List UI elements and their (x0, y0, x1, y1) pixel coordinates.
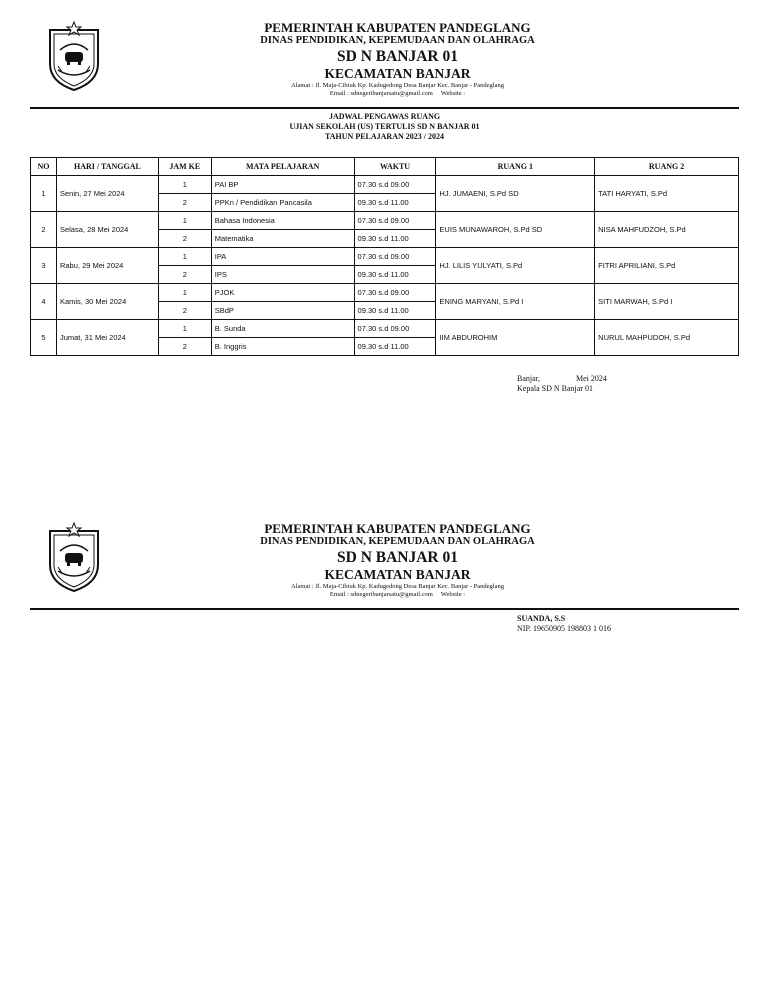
cell-subject: PJOK (211, 284, 354, 302)
schedule-title-line2: UJIAN SEKOLAH (US) TERTULIS SD N BANJAR 01 (289, 122, 480, 131)
supervisor-schedule-table (30, 157, 739, 356)
cell-room2: NURUL MAHPUDOH, S.Pd (595, 320, 739, 356)
school-name: SD N BANJAR 01 (337, 48, 458, 65)
cell-time: 09.30 s.d 11.00 (354, 194, 436, 212)
cell-date: Kamis, 30 Mei 2024 (56, 284, 158, 320)
cell-session: 2 (158, 302, 211, 320)
signature-block-bottom (517, 614, 611, 634)
cell-room1: HJ. LILIS YULYATI, S.Pd (436, 248, 595, 284)
table-header-row (31, 158, 739, 176)
school-name: SD N BANJAR 01 (337, 549, 458, 566)
cell-time: 09.30 s.d 11.00 (354, 338, 436, 356)
cell-no: 3 (31, 248, 57, 284)
signature-place-date: Banjar, Mei 2024 (517, 374, 607, 383)
cell-session: 1 (158, 248, 211, 266)
cell-subject: Matematika (211, 230, 354, 248)
cell-session: 2 (158, 194, 211, 212)
cell-date: Selasa, 28 Mei 2024 (56, 212, 158, 248)
cell-room1: EUIS MUNAWAROH, S.Pd SD (436, 212, 595, 248)
cell-subject: SBdP (211, 302, 354, 320)
cell-time: 09.30 s.d 11.00 (354, 266, 436, 284)
cell-subject: B. Inggris (211, 338, 354, 356)
cell-date: Senin, 27 Mei 2024 (56, 176, 158, 212)
cell-session: 2 (158, 266, 211, 284)
header-no: NO (31, 158, 57, 176)
school-address: Alamat : Jl. Maja-Cibiuk Kp. Kadugedong Desa Banjar Kec. Banjar - Pandeglang (291, 583, 504, 590)
agency-name: DINAS PENDIDIKAN, KEPEMUDAAN DAN OLAHRAGA (260, 35, 535, 46)
cell-room2: FITRI APRILIANI, S.Pd (595, 248, 739, 284)
cell-subject: PPKn / Pendidikan Pancasila (211, 194, 354, 212)
schedule-title-line3: TAHUN PELAJARAN 2023 / 2024 (325, 132, 444, 141)
cell-time: 07.30 s.d 09.00 (354, 176, 436, 194)
cell-time: 09.30 s.d 11.00 (354, 302, 436, 320)
header-session: JAM KE (158, 158, 211, 176)
letterhead-bottom (30, 521, 739, 607)
school-email: Email : sdnegeribanjarsatu@gmail.com Website : (329, 90, 466, 97)
cell-room2: TATI HARYATI, S.Pd (595, 176, 739, 212)
table-row (31, 176, 739, 194)
cell-no: 5 (31, 320, 57, 356)
district-name: KECAMATAN BANJAR (324, 567, 471, 582)
cell-room1: IIM ABDUROHIM (436, 320, 595, 356)
government-name: PEMERINTAH KABUPATEN PANDEGLANG (264, 521, 531, 536)
signature-position: Kepala SD N Banjar 01 (517, 384, 593, 393)
school-email: Email : sdnegeribanjarsatu@gmail.com Website : (329, 591, 466, 598)
cell-session: 1 (158, 320, 211, 338)
district-name: KECAMATAN BANJAR (324, 66, 471, 81)
table-row (31, 212, 739, 230)
cell-time: 07.30 s.d 09.00 (354, 320, 436, 338)
table-row (31, 320, 739, 338)
cell-session: 2 (158, 338, 211, 356)
school-address: Alamat : Jl. Maja-Cibiuk Kp. Kadugedong Desa Banjar Kec. Banjar - Pandeglang (291, 82, 504, 89)
cell-subject: IPA (211, 248, 354, 266)
government-name: PEMERINTAH KABUPATEN PANDEGLANG (264, 20, 531, 35)
signature-block-top (517, 374, 607, 394)
cell-room1: ENING MARYANI, S.Pd I (436, 284, 595, 320)
header-time: WAKTU (354, 158, 436, 176)
letterhead-divider (30, 608, 739, 610)
cell-time: 07.30 s.d 09.00 (354, 212, 436, 230)
cell-room2: NISA MAHFUDZOH, S.Pd (595, 212, 739, 248)
header-room1: RUANG 1 (436, 158, 595, 176)
cell-no: 2 (31, 212, 57, 248)
signatory-name: SUANDA, S.S (517, 614, 566, 623)
cell-no: 4 (31, 284, 57, 320)
table-row (31, 248, 739, 266)
schedule-title-line1: JADWAL PENGAWAS RUANG (328, 112, 441, 121)
cell-room1: HJ. JUMAENI, S.Pd SD (436, 176, 595, 212)
cell-subject: IPS (211, 266, 354, 284)
header-room2: RUANG 2 (595, 158, 739, 176)
cell-session: 2 (158, 230, 211, 248)
cell-subject: PAI BP (211, 176, 354, 194)
signatory-nip: NIP. 19650905 198803 1 016 (517, 624, 612, 633)
cell-session: 1 (158, 284, 211, 302)
header-date: HARI / TANGGAL (56, 158, 158, 176)
cell-date: Rabu, 29 Mei 2024 (56, 248, 158, 284)
cell-session: 1 (158, 176, 211, 194)
table-row (31, 284, 739, 302)
cell-time: 07.30 s.d 09.00 (354, 284, 436, 302)
schedule-title (30, 112, 739, 142)
cell-subject: B. Sunda (211, 320, 354, 338)
cell-session: 1 (158, 212, 211, 230)
cell-subject: Bahasa Indonesia (211, 212, 354, 230)
letterhead-divider (30, 107, 739, 109)
cell-no: 1 (31, 176, 57, 212)
agency-name: DINAS PENDIDIKAN, KEPEMUDAAN DAN OLAHRAGA (260, 536, 535, 547)
cell-date: Jumat, 31 Mei 2024 (56, 320, 158, 356)
cell-time: 09.30 s.d 11.00 (354, 230, 436, 248)
letterhead-top (30, 20, 739, 106)
cell-time: 07.30 s.d 09.00 (354, 248, 436, 266)
header-subject: MATA PELAJARAN (211, 158, 354, 176)
cell-room2: SITI MARWAH, S.Pd I (595, 284, 739, 320)
